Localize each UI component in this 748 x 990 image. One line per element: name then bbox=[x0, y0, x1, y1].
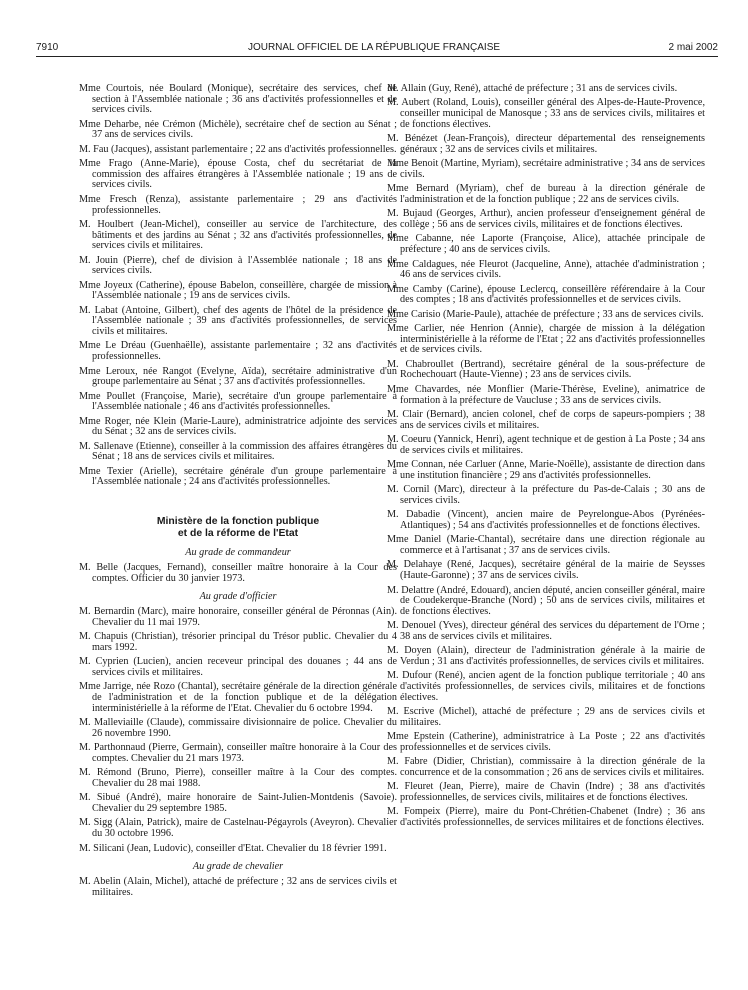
journal-title: JOURNAL OFFICIEL DE LA RÉPUBLIQUE FRANÇAISE bbox=[247, 42, 501, 53]
list-item: M. Cyprien (Lucien), ancien receveur principal des douanes ; 44 ans de services civils et militaires. bbox=[79, 656, 397, 678]
officier-entries bbox=[79, 607, 397, 854]
list-item: M. Coeuru (Yannick, Henri), agent technique et de gestion à La Poste ; 34 ans de services civils et militaires. bbox=[387, 434, 705, 456]
list-item: M. Aubert (Roland, Louis), conseiller général des Alpes-de-Haute-Provence, conseiller municipal de Manosque ; 33 ans de services civils, militaires et de fonctions électives. bbox=[387, 97, 705, 130]
list-item: M. Dufour (René), ancien agent de la fonction publique territoriale ; 40 ans d'activités professionnelles, de services civils, militaires et de fonctions électives. bbox=[387, 670, 705, 703]
list-item: Mme Carisio (Marie-Paule), attachée de préfecture ; 33 ans de services civils. bbox=[387, 308, 704, 320]
list-item: M. Silicani (Jean, Ludovic), conseiller d'Etat. Chevalier du 18 février 1991. bbox=[79, 842, 387, 854]
list-item: M. Labat (Antoine, Gilbert), chef des agents de l'hôtel de la présidence de l'Assemblée nationale ; 39 ans d'activités professionnelles, de services civils et militaires. bbox=[79, 304, 397, 337]
commandeur-entries bbox=[79, 563, 397, 584]
list-item: Mme Carlier, née Henrion (Annie), chargée de mission à la délégation interministérielle à la réforme de l'Etat ; 22 ans d'activités professionnelles et de services civils. bbox=[387, 323, 705, 356]
left-entries bbox=[79, 84, 397, 488]
list-item: M. Clair (Bernard), ancien colonel, chef de corps de sapeurs-pompiers ; 38 ans de services civils et militaires. bbox=[387, 409, 705, 431]
list-item: Mme Chavardes, née Monflier (Marie-Thérèse, Eveline), animatrice de formation à la préfecture de Vaucluse ; 33 ans de services civils. bbox=[387, 383, 705, 406]
list-item: Mme Connan, née Carluer (Anne, Marie-Noëlle), assistante de direction dans une institution financière ; 29 ans d'activités professionnelles. bbox=[387, 459, 705, 481]
list-item: M. Jouin (Pierre), chef de division à l'Assemblée nationale ; 18 ans de services civils. bbox=[79, 254, 397, 277]
list-item: M. Rémond (Bruno, Pierre), conseiller maître à la Cour des comptes. Chevalier du 28 mai 1988. bbox=[79, 767, 397, 789]
grade-heading-officier: Au grade d'officier bbox=[199, 591, 277, 603]
left-column bbox=[79, 84, 397, 902]
list-item: Mme Camby (Carine), épouse Leclercq, conseillère référendaire à la Cour des comptes ; 18 ans d'activités professionnelles et de services civils. bbox=[387, 283, 705, 306]
right-column bbox=[387, 84, 705, 832]
list-item: M. Malleviaille (Claude), commissaire divisionnaire de police. Chevalier du 26 novembre 1990. bbox=[79, 717, 397, 739]
list-item: M. Cornil (Marc), directeur à la préfecture du Pas-de-Calais ; 30 ans de services civils. bbox=[387, 484, 705, 506]
list-item: M. Chapuis (Christian), trésorier principal du Trésor public. Chevalier du 4 mars 1992. bbox=[79, 631, 397, 653]
list-item: M. Dabadie (Vincent), ancien maire de Peyrelongue-Abos (Pyrénées-Atlantiques) ; 54 ans d'activités professionnelles et de fonctions électives. bbox=[387, 509, 705, 531]
list-item: M. Escrive (Michel), attaché de préfecture ; 29 ans de services civils et militaires. bbox=[387, 706, 705, 728]
section-title-line2: et de la réforme de l'Etat bbox=[177, 528, 299, 540]
list-item: M. Bénézet (Jean-François), directeur départemental des renseignements généraux ; 32 ans de services civils et militaires. bbox=[387, 133, 705, 155]
list-item: M. Delahaye (René, Jacques), secrétaire général de la mairie de Seysses (Haute-Garonne) ; 37 ans de services civils. bbox=[387, 559, 705, 582]
list-item: M. Denouel (Yves), directeur général des services du département de l'Orne ; 38 ans de services civils et militaires. bbox=[387, 620, 705, 642]
list-item: Mme Roger, née Klein (Marie-Laure), administratrice adjointe des services du Sénat ; 32 ans de services civils. bbox=[79, 415, 397, 438]
list-item: Mme Courtois, née Boulard (Monique), secrétaire des services, chef de section à l'Assemblée nationale ; 36 ans d'activités professionnelles et de services civils. bbox=[79, 83, 397, 116]
list-item: M. Bernardin (Marc), maire honoraire, conseiller général de Péronnas (Ain). Chevalier du 11 mai 1979. bbox=[79, 606, 397, 628]
section-title bbox=[79, 516, 397, 540]
list-item: Mme Texier (Arielle), secrétaire générale d'un groupe parlementaire à l'Assemblée nationale ; 24 ans d'activités professionnelles. bbox=[79, 465, 397, 488]
list-item: Mme Frago (Anne-Marie), épouse Costa, chef du secrétariat de la commission des affaires étrangères à l'Assemblée nationale ; 19 ans de services civils. bbox=[79, 158, 397, 191]
right-entries bbox=[387, 84, 705, 829]
list-item: M. Fleuret (Jean, Pierre), maire de Chavin (Indre) ; 38 ans d'activités professionnelles, de services civils, militaires et de fonctions électives. bbox=[387, 781, 705, 803]
list-item: M. Fompeix (Pierre), maire du Pont-Chrétien-Chabenet (Indre) ; 36 ans d'activités professionnelles, de services militaires et de fonctions électives. bbox=[387, 806, 705, 828]
list-item: Mme Daniel (Marie-Chantal), secrétaire dans une direction régionale au commerce et à l'artisanat ; 37 ans de services civils. bbox=[387, 534, 705, 556]
list-item: Mme Deharbe, née Crémon (Michèle), secrétaire chef de section au Sénat ; 37 ans de services civils. bbox=[79, 118, 397, 141]
list-item: M. Parthonnaud (Pierre, Germain), conseiller maître honoraire à la Cour des comptes. Chevalier du 21 mars 1973. bbox=[79, 742, 397, 764]
list-item: Mme Caldagues, née Fleurot (Jacqueline, Anne), attachée d'administration ; 46 ans de services civils. bbox=[387, 258, 705, 281]
list-item: Mme Leroux, née Rangot (Evelyne, Aïda), secrétaire administrative d'un groupe parlementaire au Sénat ; 37 ans d'activités professionnelles. bbox=[79, 365, 397, 388]
list-item: M. Sallenave (Etienne), conseiller à la commission des affaires étrangères du Sénat ; 18 ans de services civils et militaires. bbox=[79, 440, 397, 463]
list-item: M. Houlbert (Jean-Michel), conseiller au service de l'architecture, des bâtiments et des jardins au Sénat ; 32 ans d'activités professionnelles, de services civils et militaires. bbox=[79, 218, 397, 252]
header-rule bbox=[36, 56, 718, 57]
publication-date: 2 mai 2002 bbox=[668, 42, 718, 53]
chevalier-entries bbox=[79, 877, 397, 898]
list-item: Mme Epstein (Catherine), administratrice à La Poste ; 22 ans d'activités professionnelles et de services civils. bbox=[387, 731, 705, 753]
list-item: M. Allain (Guy, René), attaché de préfecture ; 31 ans de services civils. bbox=[387, 83, 678, 94]
list-item: M. Bujaud (Georges, Arthur), ancien professeur d'enseignement général de collège ; 56 ans de services civils, militaires et de fonctions électives. bbox=[387, 208, 705, 230]
grade-heading-commandeur: Au grade de commandeur bbox=[185, 547, 291, 559]
list-item: M. Fau (Jacques), assistant parlementaire ; 22 ans d'activités professionnelles. bbox=[79, 143, 397, 155]
list-item: M. Sigg (Alain, Patrick), maire de Castelnau-Pégayrols (Aveyron). Chevalier du 30 octobre 1996. bbox=[79, 817, 397, 840]
list-item: Mme Le Dréau (Guenhaëlle), assistante parlementaire ; 32 ans d'activités professionnelles. bbox=[79, 340, 397, 363]
list-item: M. Belle (Jacques, Fernand), conseiller maître honoraire à la Cour des comptes. Officier du 30 janvier 1973. bbox=[79, 562, 397, 584]
page-header bbox=[0, 0, 748, 53]
list-item: M. Sibué (André), maire honoraire de Saint-Julien-Montdenis (Savoie). Chevalier du 29 septembre 1985. bbox=[79, 792, 397, 814]
list-item: M. Delattre (André, Edouard), ancien député, ancien conseiller général, maire de Coudekerque-Branche (Nord) ; 50 ans de services civils, militaires et de fonctions électives. bbox=[387, 584, 705, 617]
grade-heading-chevalier: Au grade de chevalier bbox=[192, 861, 284, 873]
list-item: Mme Bernard (Myriam), chef de bureau à la direction générale de l'administration et de la fonction publique ; 22 ans de services civils. bbox=[387, 183, 705, 205]
list-item: M. Chabroullet (Bertrand), secrétaire général de la sous-préfecture de Rochechouart (Haute-Vienne) ; 23 ans de services civils. bbox=[387, 358, 705, 381]
list-item: Mme Cabanne, née Laporte (Françoise, Alice), attachée principale de préfecture ; 40 ans de services civils. bbox=[387, 233, 705, 256]
list-item: Mme Poullet (Françoise, Marie), secrétaire d'un groupe parlementaire à l'Assemblée nationale ; 46 ans d'activités professionnelles. bbox=[79, 390, 397, 413]
list-item: Mme Fresch (Renza), assistante parlementaire ; 29 ans d'activités professionnelles. bbox=[79, 193, 397, 216]
list-item: Mme Jarrige, née Rozo (Chantal), secrétaire générale de la direction générale de l'administration et de la fonction publique et de la délégation interministérielle à la réforme de l'Etat. Chevalier du 6 octobre 1994. bbox=[79, 681, 397, 714]
list-item: Mme Benoit (Martine, Myriam), secrétaire administrative ; 34 ans de services civils. bbox=[387, 158, 705, 180]
page-number: 7910 bbox=[36, 42, 59, 53]
list-item: M. Abelin (Alain, Michel), attaché de préfecture ; 32 ans de services civils et militaires. bbox=[79, 876, 397, 898]
section-title-line1: Ministère de la fonction publique bbox=[156, 516, 320, 528]
list-item: M. Fabre (Didier, Christian), commissaire à la direction générale de la concurrence et de la consommation ; 26 ans de services civils et militaires. bbox=[387, 756, 705, 778]
list-item: M. Doyen (Alain), directeur de l'administration générale à la mairie de Verdun ; 31 ans d'activités professionnelles, de services civils et militaires. bbox=[387, 645, 705, 667]
list-item: Mme Joyeux (Catherine), épouse Babelon, conseillère, chargée de mission à l'Assemblée nationale ; 19 ans de services civils. bbox=[79, 279, 397, 302]
